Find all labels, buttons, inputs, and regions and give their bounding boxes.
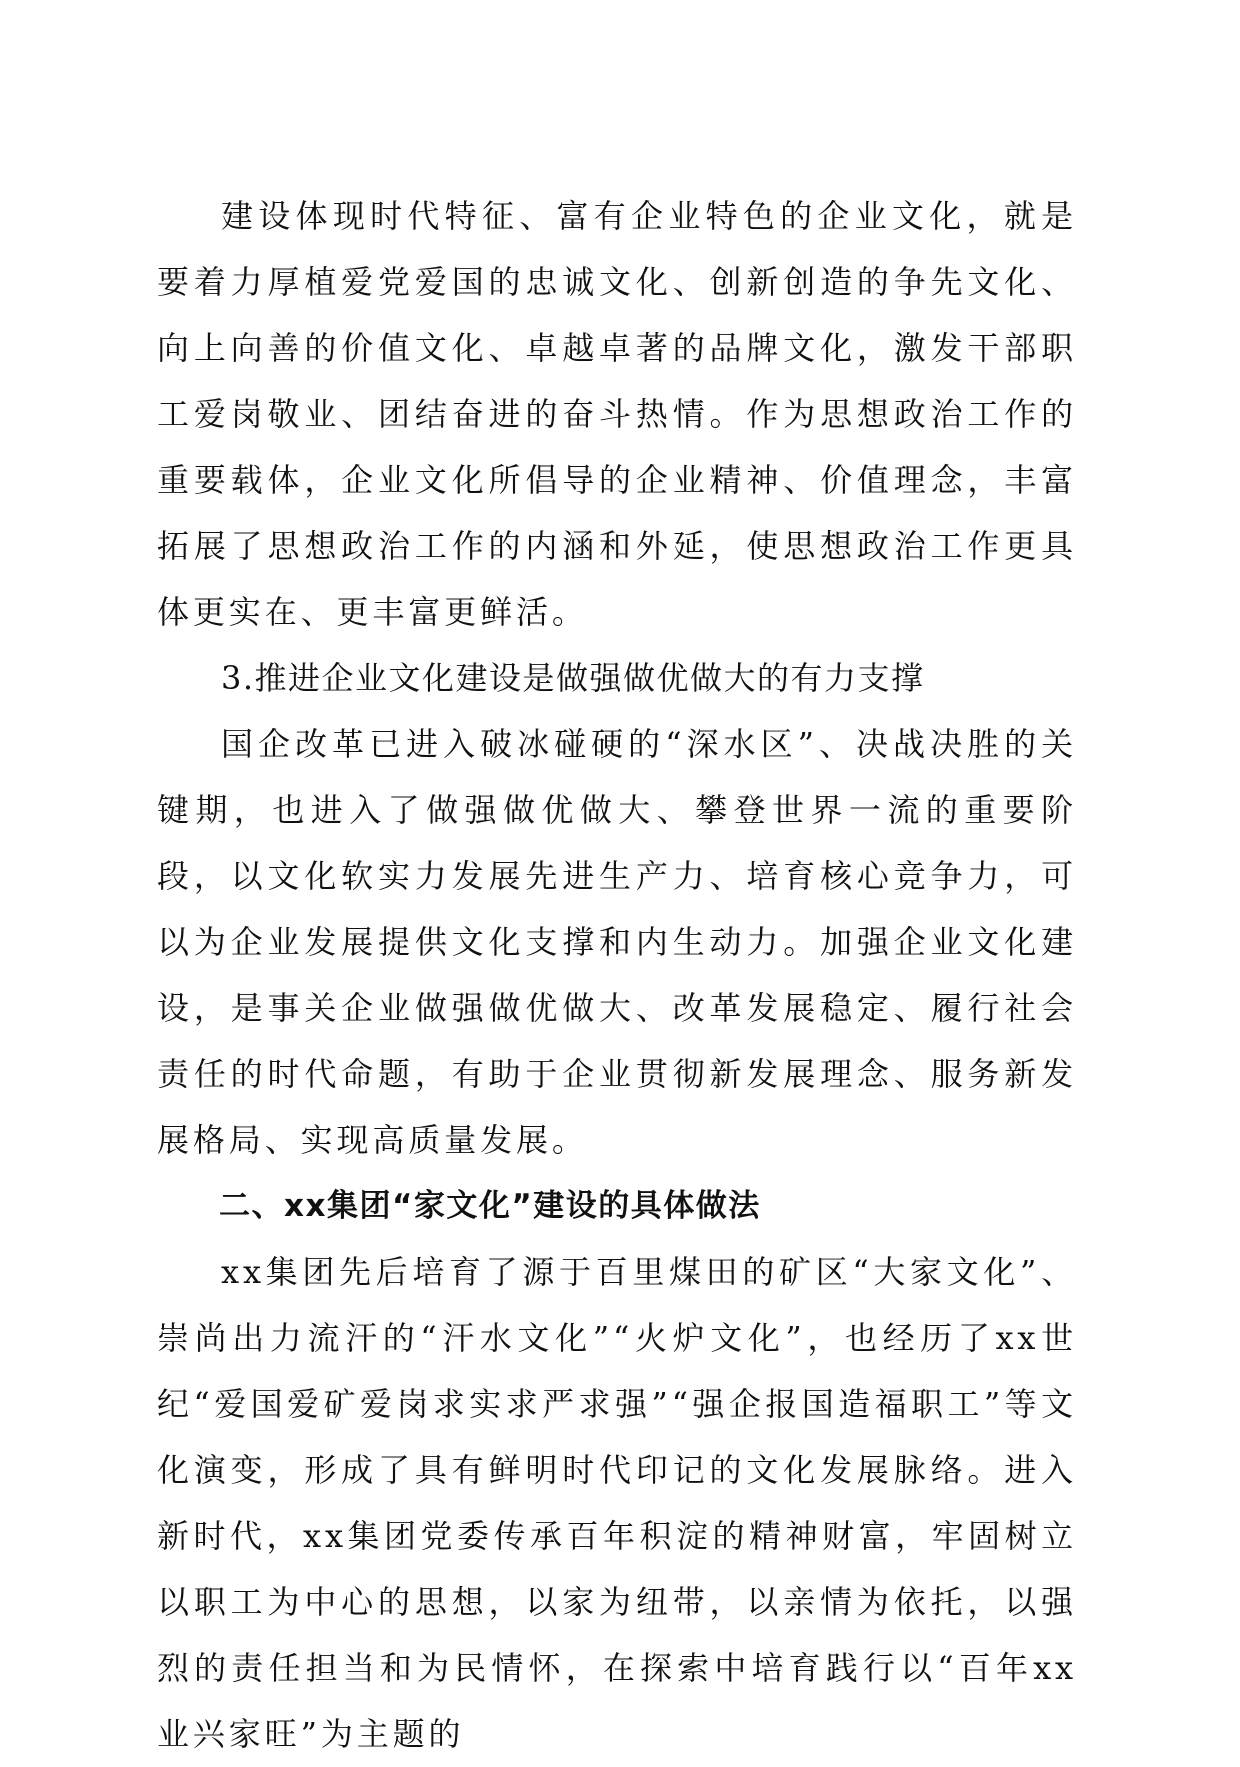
section-heading: 二、xx集团“家文化”建设的具体做法 [219,1188,761,1224]
body-paragraph: 国企改革已进入破冰碰硬的“深水区”、决战决胜的关键期，也进入了做强做优做大、攀登世界一流的重要阶段，以文化软实力发展先进生产力、培育核心竞争力，可以为企业发展提供文化支撑和内生动力。加强企业文化建设，是事关企业做强做优做大、改革发展稳定、履行社会责任的时代命题，有助于企业贯彻新发展理念、服务新发展格局、实现高质量发展。 [157,725,1077,1159]
body-paragraph: xx集团先后培育了源于百里煤田的矿区“大家文化”、崇尚出力流汗的“汗水文化”“火炉文化”，也经历了xx世纪“爱国爱矿爱岗求实求严求强”“强企报国造福职工”等文化演变，形成了具有鲜明时代印记的文化发展脉络。进入新时代，xx集团党委传承百年积淀的精神财富，牢固树立以职工为中心的思想，以家为纽带，以亲情为依托，以强烈的责任担当和为民情怀，在探索中培育践行以“百年xx业兴家旺”为主题的 [157,1253,1077,1753]
body-paragraph: 建设体现时代特征、富有企业特色的企业文化，就是要着力厚植爱党爱国的忠诚文化、创新创造的争先文化、向上向善的价值文化、卓越卓著的品牌文化，激发干部职工爱岗敬业、团结奋进的奋斗热情。作为思想政治工作的重要载体，企业文化所倡导的企业精神、价值理念，丰富拓展了思想政治工作的内涵和外延，使思想政治工作更具体更实在、更丰富更鲜活。 [157,197,1077,631]
document-body [157,183,1077,1767]
subsection-heading: 3.推进企业文化建设是做强做优做大的有力支撑 [221,659,925,697]
